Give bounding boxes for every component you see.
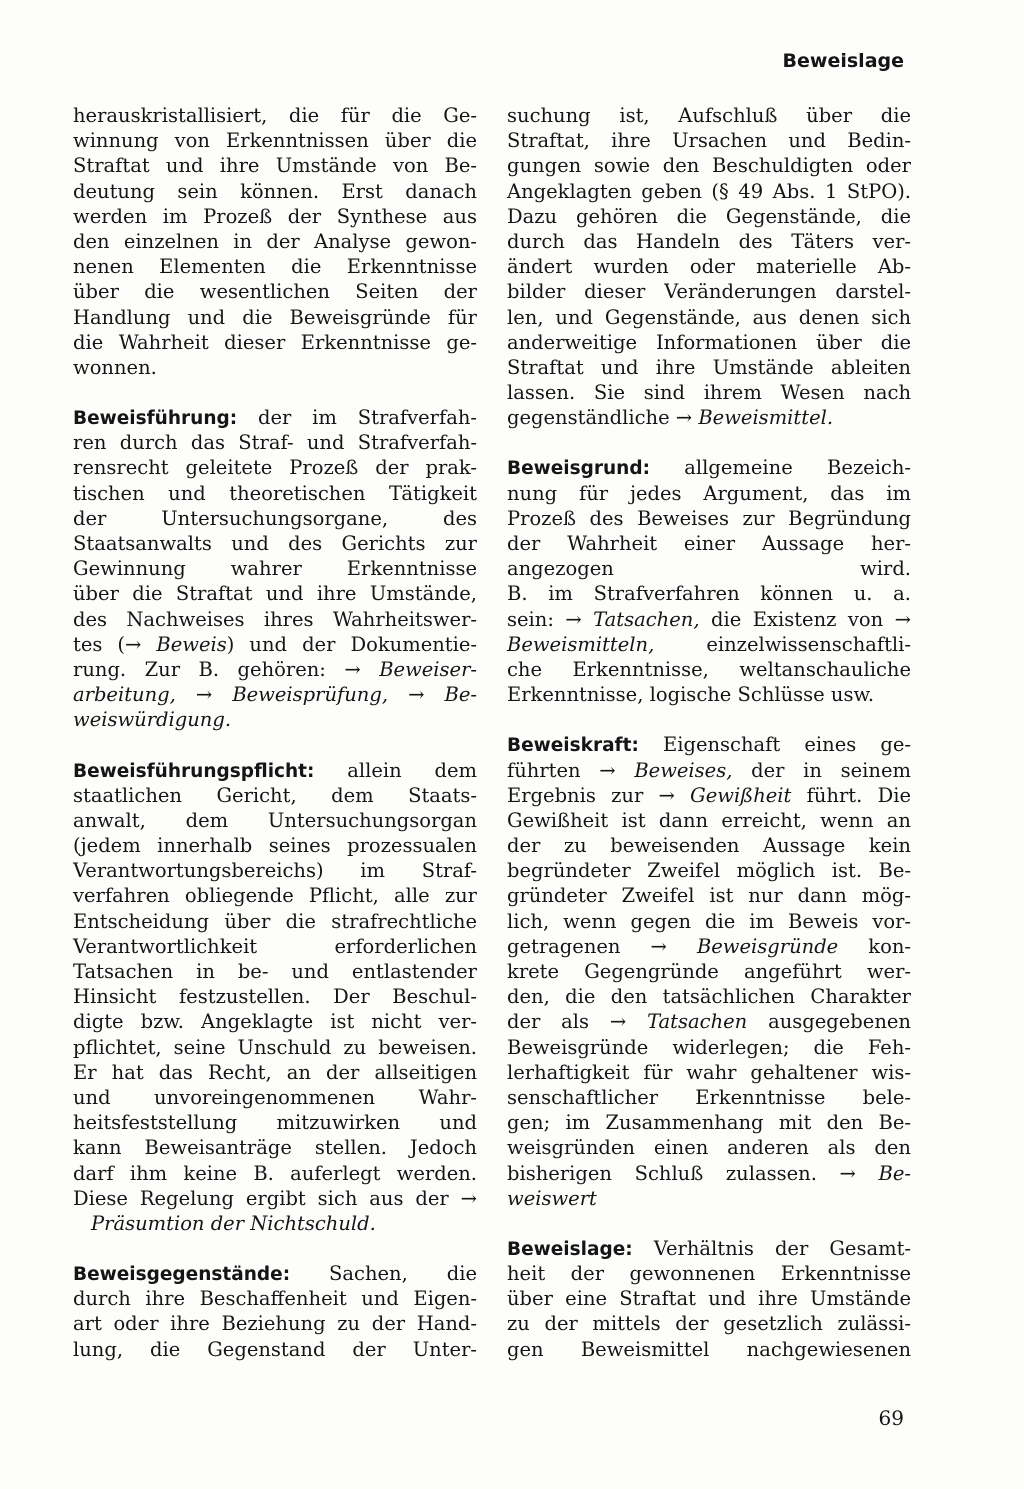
text-segment: Angeklagten geben (§ 49 Abs. 1 StPO). bbox=[507, 179, 911, 203]
text-line bbox=[73, 355, 477, 380]
text-segment: Eigenschaft eines ge- bbox=[638, 733, 911, 757]
text-line bbox=[73, 632, 477, 657]
text-line bbox=[507, 833, 911, 858]
text-line bbox=[507, 632, 911, 657]
text-segment: anderweitige Informationen über die bbox=[507, 330, 911, 354]
text-line bbox=[507, 1161, 911, 1186]
cross-reference: Tatsachen, bbox=[593, 607, 700, 631]
text-segment: heitsfeststellung mitzuwirken und bbox=[73, 1111, 477, 1135]
cross-reference: Tatsachen bbox=[647, 1010, 748, 1034]
dictionary-entry bbox=[73, 1261, 477, 1362]
text-segment: Tatsachen in be- und entlastender bbox=[73, 960, 477, 983]
text-segment: digte bzw. Angeklagte ist nicht ver- bbox=[73, 1010, 477, 1034]
text-segment: einzelwissenschaftli- bbox=[654, 632, 911, 656]
text-line bbox=[507, 959, 911, 984]
text-line bbox=[507, 179, 911, 204]
text-segment: Entscheidung über die strafrechtliche bbox=[73, 909, 477, 933]
text-line bbox=[507, 783, 911, 808]
text-segment: Staatsanwalts und des Gerichts zur bbox=[73, 532, 477, 555]
text-segment: (jedem innerhalb seines prozessualen bbox=[73, 834, 477, 858]
text-line bbox=[73, 657, 477, 682]
text-segment: → bbox=[388, 683, 445, 707]
text-segment: wonnen. bbox=[73, 355, 157, 379]
text-line bbox=[73, 758, 477, 783]
text-line bbox=[73, 455, 477, 480]
text-segment: B. im Strafverfahren können u. a. bbox=[507, 582, 911, 606]
text-segment: der als → bbox=[507, 1010, 648, 1034]
text-line bbox=[507, 279, 911, 304]
left-column bbox=[73, 103, 477, 1387]
text-segment: tischen und theoretischen Tätigkeit bbox=[73, 481, 477, 505]
text-segment: lung, die Gegenstand der Unter- bbox=[73, 1337, 477, 1361]
cross-reference: Präsumtion der Nichtschuld. bbox=[91, 1211, 376, 1235]
text-line bbox=[73, 430, 477, 455]
dictionary-entry bbox=[507, 455, 911, 707]
text-line bbox=[507, 531, 911, 556]
text-line bbox=[507, 1311, 911, 1336]
text-segment: deutung sein können. Erst danach bbox=[73, 179, 477, 203]
text-line bbox=[507, 657, 911, 682]
cross-reference: Beweismitteln, bbox=[507, 632, 655, 656]
text-segment: getragenen → bbox=[507, 934, 697, 958]
text-segment: die Wahrheit dieser Erkenntnisse ge- bbox=[73, 330, 477, 354]
text-line bbox=[73, 783, 477, 808]
text-line bbox=[507, 229, 911, 254]
text-segment: Handlung und die Beweisgründe für bbox=[73, 305, 477, 329]
text-segment: gründeter Zweifel ist nur dann mög- bbox=[507, 884, 911, 908]
text-line bbox=[73, 128, 477, 153]
text-line bbox=[507, 103, 911, 128]
cross-reference: weiswürdigung. bbox=[73, 708, 232, 732]
entry-headword: Beweisgegenstände: bbox=[73, 1264, 291, 1286]
text-segment: herauskristallisiert, die für die Ge- bbox=[73, 104, 477, 127]
text-line bbox=[73, 984, 477, 1009]
text-line bbox=[73, 707, 477, 732]
text-segment: durch ihre Beschaffenheit und Eigen- bbox=[73, 1287, 477, 1311]
text-line bbox=[73, 103, 477, 128]
text-segment: krete Gegengründe angeführt wer- bbox=[507, 960, 911, 983]
text-line bbox=[73, 682, 477, 707]
text-segment: lassen. Sie sind ihrem Wesen nach bbox=[507, 381, 911, 405]
text-line bbox=[507, 1261, 911, 1286]
text-line bbox=[73, 959, 477, 984]
text-line bbox=[507, 758, 911, 783]
text-line bbox=[73, 405, 477, 430]
text-segment: Prozeß des Beweises zur Begründung bbox=[507, 506, 911, 530]
text-segment: den, die den tatsächlichen Charakter bbox=[507, 985, 911, 1009]
text-segment: bilder dieser Veränderungen darstel- bbox=[507, 280, 911, 304]
text-line bbox=[73, 1161, 477, 1186]
text-segment: und unvoreingenommenen Wahr- bbox=[73, 1085, 477, 1109]
text-line bbox=[507, 455, 911, 480]
text-line bbox=[73, 1186, 477, 1211]
text-line bbox=[507, 380, 911, 405]
text-line bbox=[73, 1085, 477, 1110]
text-line bbox=[507, 1286, 911, 1311]
text-line bbox=[507, 883, 911, 908]
entry-headword: Beweiskraft: bbox=[507, 735, 639, 757]
text-line bbox=[73, 1009, 477, 1034]
text-segment: Erkenntnisse, logische Schlüsse usw. bbox=[507, 683, 875, 707]
text-segment: art oder ihre Beziehung zu der Hand- bbox=[73, 1312, 477, 1336]
cross-reference: Beweisprüfung, bbox=[232, 683, 389, 707]
text-segment: anwalt, dem Untersuchungsorgan bbox=[73, 808, 477, 832]
text-segment: kann Beweisanträge stellen. Jedoch bbox=[73, 1136, 477, 1160]
text-line bbox=[507, 581, 911, 606]
text-segment: gegenständliche → bbox=[507, 406, 699, 430]
text-segment: kon- bbox=[838, 934, 911, 958]
dictionary-entry bbox=[73, 103, 477, 380]
text-segment: gen; im Zusammenhang mit den Be- bbox=[507, 1111, 911, 1135]
text-segment: heit der gewonnenen Erkenntnisse bbox=[507, 1262, 911, 1286]
dictionary-entry bbox=[507, 103, 911, 430]
text-segment: die Existenz von → bbox=[699, 607, 911, 631]
text-segment: Verantwortlichkeit erforderlichen bbox=[73, 934, 477, 958]
text-segment: zu der mittels der gesetzlich zulässi- bbox=[507, 1312, 911, 1336]
text-line bbox=[507, 506, 911, 531]
text-segment: Dazu gehören die Gegenstände, die bbox=[507, 204, 911, 228]
text-line bbox=[507, 909, 911, 934]
text-line bbox=[507, 1085, 911, 1110]
text-line bbox=[73, 531, 477, 556]
text-segment: rung. Zur B. gehören: → bbox=[73, 657, 380, 681]
text-segment: ausgegebenen bbox=[747, 1010, 911, 1034]
text-segment: führt. Die bbox=[791, 783, 912, 807]
text-segment: weisgründen einen anderen als den bbox=[507, 1136, 911, 1160]
entry-headword: Beweisgrund: bbox=[507, 458, 650, 480]
text-segment: Straftat und ihre Umstände von Be- bbox=[73, 154, 477, 178]
text-line bbox=[73, 1337, 477, 1362]
text-segment: begründeter Zweifel möglich ist. Be- bbox=[507, 859, 911, 883]
text-segment: gen Beweismittel nachgewiesenen bbox=[507, 1337, 911, 1361]
text-line bbox=[73, 153, 477, 178]
cross-reference: Beweis bbox=[156, 632, 227, 656]
text-segment: → bbox=[175, 683, 233, 707]
text-segment: pflichtet, seine Unschuld zu beweisen. bbox=[73, 1035, 477, 1059]
running-header: Beweislage bbox=[782, 50, 904, 72]
text-line bbox=[73, 607, 477, 632]
text-segment: che Erkenntnisse, weltanschauliche bbox=[507, 657, 911, 681]
text-line bbox=[73, 1110, 477, 1135]
text-segment: senschaftlicher Erkenntnisse bele- bbox=[507, 1085, 911, 1109]
text-line bbox=[507, 1009, 911, 1034]
text-line bbox=[507, 1035, 911, 1060]
text-segment: staatlichen Gericht, dem Staats- bbox=[73, 783, 477, 807]
text-line bbox=[507, 607, 911, 632]
text-segment: Er hat das Recht, an der allseitigen bbox=[73, 1060, 477, 1084]
text-line bbox=[73, 909, 477, 934]
entry-headword: Beweislage: bbox=[507, 1238, 633, 1260]
text-segment: der Untersuchungsorgane, des bbox=[73, 506, 477, 530]
text-segment: nenen Elementen die Erkenntnisse bbox=[73, 255, 477, 279]
text-segment: führten → bbox=[507, 758, 635, 782]
text-line bbox=[507, 153, 911, 178]
text-segment: werden im Prozeß der Synthese aus bbox=[73, 204, 477, 228]
text-line bbox=[507, 858, 911, 883]
text-segment: der in seinem bbox=[732, 758, 912, 782]
text-segment: Gewinnung wahrer Erkenntnisse bbox=[73, 557, 477, 581]
text-segment: der im Strafverfah- bbox=[237, 406, 477, 430]
cross-reference: Beweisgründe bbox=[696, 934, 839, 958]
entry-headword: Beweisführungspflicht: bbox=[73, 760, 315, 782]
text-segment: Straftat, ihre Ursachen und Bedin- bbox=[507, 129, 911, 153]
text-segment: len, und Gegenstände, aus denen sich bbox=[507, 305, 911, 329]
text-line bbox=[73, 833, 477, 858]
dictionary-entry bbox=[507, 732, 911, 1211]
text-line bbox=[73, 506, 477, 531]
text-line bbox=[507, 305, 911, 330]
text-line bbox=[507, 934, 911, 959]
text-line bbox=[73, 330, 477, 355]
cross-reference: Gewißheit bbox=[690, 783, 792, 807]
text-line bbox=[507, 984, 911, 1009]
text-segment: Sachen, die bbox=[290, 1262, 477, 1286]
text-line bbox=[507, 355, 911, 380]
text-line bbox=[507, 1337, 911, 1362]
text-line bbox=[507, 682, 911, 707]
text-line bbox=[73, 1311, 477, 1336]
text-line bbox=[73, 581, 477, 606]
text-line bbox=[73, 305, 477, 330]
page-number: 69 bbox=[878, 1406, 904, 1430]
text-line bbox=[73, 858, 477, 883]
text-segment: suchung ist, Aufschluß über die bbox=[507, 104, 911, 127]
text-segment: Hinsicht festzustellen. Der Beschul- bbox=[73, 985, 477, 1009]
text-segment: ) und der Dokumentie- bbox=[226, 632, 477, 656]
right-column bbox=[507, 103, 911, 1387]
text-segment: tes (→ bbox=[73, 632, 157, 656]
text-line bbox=[73, 229, 477, 254]
text-line bbox=[73, 279, 477, 304]
text-line bbox=[73, 1211, 477, 1236]
cross-reference: Be- bbox=[444, 683, 477, 707]
text-line bbox=[507, 330, 911, 355]
text-line bbox=[507, 405, 911, 430]
text-line bbox=[73, 883, 477, 908]
text-segment: ändert wurden oder materielle Ab- bbox=[507, 255, 911, 279]
cross-reference: Beweiser- bbox=[379, 657, 477, 681]
text-line bbox=[73, 179, 477, 204]
dictionary-entry bbox=[73, 405, 477, 732]
text-line bbox=[507, 732, 911, 757]
text-segment: des Nachweises ihres Wahrheitswer- bbox=[73, 607, 477, 631]
text-line bbox=[73, 556, 477, 581]
text-line bbox=[507, 204, 911, 229]
text-line bbox=[507, 254, 911, 279]
text-segment: allgemeine Bezeich- bbox=[650, 456, 911, 480]
text-segment: allein dem bbox=[314, 758, 477, 782]
text-line bbox=[73, 1286, 477, 1311]
text-segment: Verantwortungsbereichs) im Straf- bbox=[73, 859, 477, 883]
entry-headword: Beweisführung: bbox=[73, 408, 238, 430]
text-line bbox=[73, 1035, 477, 1060]
text-segment: der Wahrheit einer Aussage her- bbox=[507, 532, 911, 555]
text-segment: verfahren obliegende Pflicht, alle zur bbox=[73, 884, 477, 908]
text-segment: über eine Straftat und ihre Umstände bbox=[507, 1287, 911, 1311]
text-segment: lich, wenn gegen die im Beweis vor- bbox=[507, 909, 911, 933]
text-segment: durch das Handeln des Täters ver- bbox=[507, 229, 911, 253]
text-line bbox=[507, 481, 911, 506]
text-line bbox=[507, 1236, 911, 1261]
text-line bbox=[507, 1135, 911, 1160]
text-line bbox=[73, 204, 477, 229]
text-line bbox=[73, 1060, 477, 1085]
dictionary-entry bbox=[507, 1236, 911, 1362]
text-segment: über die wesentlichen Seiten der bbox=[73, 280, 477, 304]
text-segment: ren durch das Straf- und Strafverfah- bbox=[73, 431, 477, 455]
text-segment: Ergebnis zur → bbox=[507, 783, 691, 807]
text-segment: den einzelnen in der Analyse gewon- bbox=[73, 229, 477, 253]
text-segment: bisherigen Schluß zulassen. → bbox=[507, 1161, 879, 1185]
text-line bbox=[507, 128, 911, 153]
cross-reference: weiswert bbox=[507, 1186, 597, 1210]
text-line bbox=[507, 808, 911, 833]
cross-reference: Be- bbox=[878, 1161, 911, 1185]
cross-reference: Beweismittel. bbox=[698, 406, 834, 430]
text-segment: Straftat und ihre Umstände ableiten bbox=[507, 355, 911, 379]
text-segment: Diese Regelung ergibt sich aus der → bbox=[73, 1186, 477, 1210]
text-line bbox=[73, 254, 477, 279]
cross-reference: arbeitung, bbox=[73, 683, 176, 707]
text-line bbox=[507, 1110, 911, 1135]
text-line bbox=[507, 556, 911, 581]
text-segment: winnung von Erkenntnissen über die bbox=[73, 129, 477, 153]
text-segment: Verhältnis der Gesamt- bbox=[632, 1236, 911, 1260]
text-segment: lerhaftigkeit für wahr gehaltener wis- bbox=[507, 1060, 911, 1084]
text-line bbox=[73, 481, 477, 506]
text-segment: gungen sowie den Beschuldigten oder bbox=[507, 154, 911, 178]
text-line bbox=[73, 808, 477, 833]
text-segment: darf ihm keine B. auferlegt werden. bbox=[73, 1161, 477, 1185]
text-line bbox=[507, 1060, 911, 1085]
text-segment: Beweisgründe widerlegen; die Feh- bbox=[507, 1035, 911, 1059]
text-segment: angezogen wird. bbox=[507, 557, 911, 581]
text-segment: der zu beweisenden Aussage kein bbox=[507, 834, 911, 858]
text-segment: sein: → bbox=[507, 607, 594, 631]
text-segment: Gewißheit ist dann erreicht, wenn an bbox=[507, 808, 911, 832]
text-line bbox=[73, 1261, 477, 1286]
text-segment: nung für jedes Argument, das im bbox=[507, 481, 911, 505]
text-line bbox=[73, 934, 477, 959]
text-segment: rensrecht geleitete Prozeß der prak- bbox=[73, 456, 477, 480]
text-line bbox=[507, 1186, 911, 1211]
cross-reference: Beweises, bbox=[634, 758, 733, 782]
text-segment: über die Straftat und ihre Umstände, bbox=[73, 582, 477, 606]
text-line bbox=[73, 1135, 477, 1160]
dictionary-entry bbox=[73, 758, 477, 1237]
